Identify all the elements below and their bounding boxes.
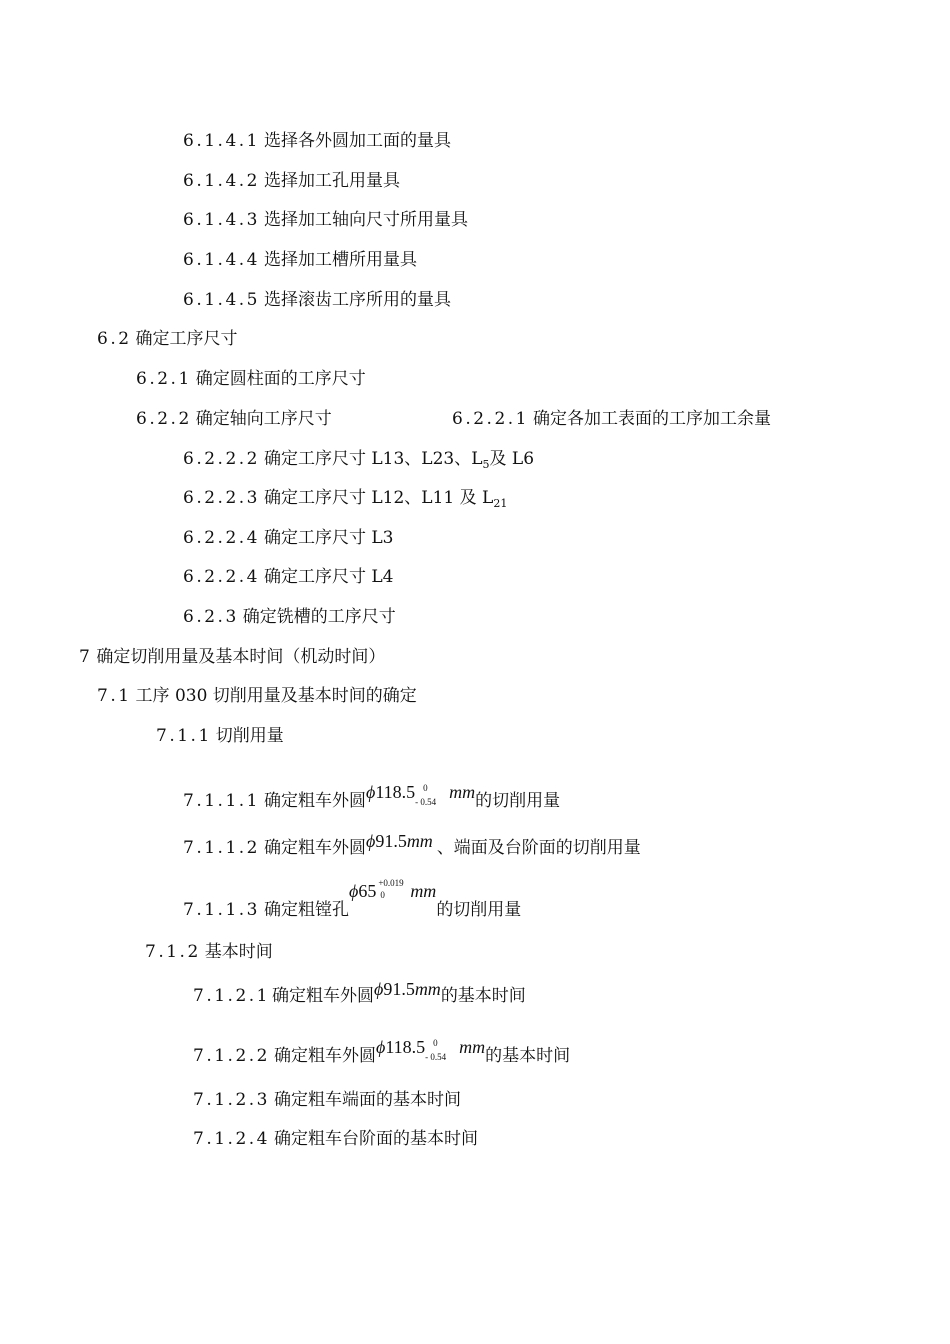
tolerance: +0.019 0: [378, 878, 404, 900]
tolerance: 0 - 0.54: [415, 783, 437, 807]
toc-entry-7-1-2-1: 7.1.2.1 确定粗车外圆ϕ91.5mm的基本时间: [193, 979, 526, 1006]
dimension-formula: ϕ65 +0.019 0 mm: [348, 878, 437, 901]
toc-entry-7-1-2-2: 7.1.2.2 确定粗车外圆ϕ118.5 0 - 0.54 mm的基本时间: [193, 1037, 571, 1066]
toc-entry-7-1-2-3: 7.1.2.3 确定粗车端面的基本时间: [193, 1090, 461, 1110]
toc-entry-6-1-4-1: 6.1.4.1 选择各外圆加工面的量具: [183, 131, 451, 151]
toc-entry-6-2-2-1: 6.2.2.1 确定各加工表面的工序加工余量: [452, 409, 771, 429]
dimension-formula: ϕ91.5mm: [365, 831, 433, 851]
toc-entry-7-1-2-4: 7.1.2.4 确定粗车台阶面的基本时间: [193, 1129, 478, 1149]
toc-entry-6-2-2-4-b: 6.2.2.4 确定工序尺寸 L4: [183, 567, 394, 587]
toc-entry-7-1-1-3: 7.1.1.3 确定粗镗孔ϕ65 +0.019 0 mm的切削用量: [183, 878, 522, 920]
toc-entry-6-1-4-3: 6.1.4.3 选择加工轴向尺寸所用量具: [183, 210, 468, 230]
dimension-formula: ϕ91.5mm: [373, 979, 441, 999]
toc-entry-7-1-1: 7.1.1 切削用量: [156, 726, 284, 746]
toc-entry-6-1-4-5: 6.1.4.5 选择滚齿工序所用的量具: [183, 290, 451, 310]
toc-entry-7: 7 确定切削用量及基本时间（机动时间）: [79, 647, 386, 667]
toc-entry-6-2-3: 6.2.3 确定铣槽的工序尺寸: [183, 607, 396, 627]
dimension-formula: ϕ118.5 0 - 0.54 mm: [365, 782, 476, 807]
toc-entry-6-2-1: 6.2.1 确定圆柱面的工序尺寸: [136, 369, 366, 389]
toc-entry-6-2-2-3: 6.2.2.3 确定工序尺寸 L12、L11 及 $L_{21}$: [183, 488, 508, 510]
toc-entry-6-2: 6.2 确定工序尺寸: [97, 329, 238, 349]
toc-entry-7-1-1-1: 7.1.1.1 确定粗车外圆ϕ118.5 0 - 0.54 mm的切削用量: [183, 782, 561, 811]
toc-entry-7-1: 7.1 工序 030 切削用量及基本时间的确定: [97, 686, 417, 706]
toc-entry-6-2-2-4-a: 6.2.2.4 确定工序尺寸 L3: [183, 528, 394, 548]
toc-entry-6-2-2-2: 6.2.2.2 确定工序尺寸 L13、L23、$L_5$及 L6: [183, 449, 535, 471]
toc-entry-6-2-2: 6.2.2 确定轴向工序尺寸: [136, 409, 332, 429]
toc-entry-6-1-4-2: 6.1.4.2 选择加工孔用量具: [183, 171, 400, 191]
dimension-formula: ϕ118.5 0 - 0.54 mm: [375, 1037, 486, 1062]
toc-entry-7-1-1-2: 7.1.1.2 确定粗车外圆ϕ91.5mm 、端面及台阶面的切削用量: [183, 831, 641, 858]
tolerance: 0 - 0.54: [425, 1038, 447, 1062]
toc-entry-6-1-4-4: 6.1.4.4 选择加工槽所用量具: [183, 250, 417, 270]
toc-entry-7-1-2: 7.1.2 基本时间: [145, 942, 273, 962]
